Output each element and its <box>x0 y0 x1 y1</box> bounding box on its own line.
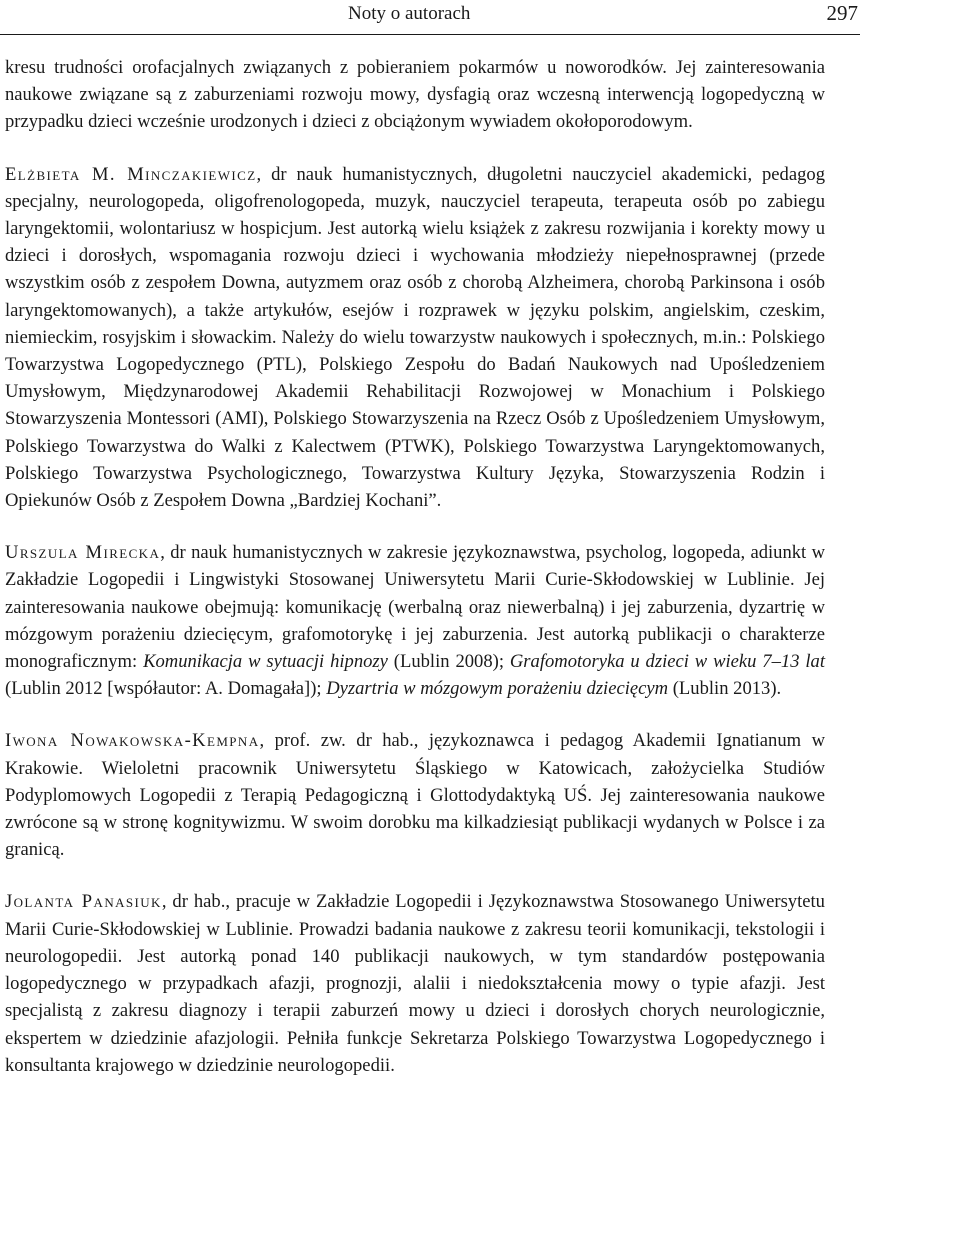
author-note-text: , dr hab., pracuje w Zakładzie Logopedii i Językoznawstwa Stosowanego Uniwersytetu Marii Curie-Skłodowskiej w Lublinie. Prowadzi badania naukowe z zakresu teorii komunikacji, tekstologii i neurologopedii. Jest autorką ponad 140 publikacji naukowych, w tym standardów postępowania logopedycznego w przypadkach afazji, prognozji, alalii i niedokształcenia mowy o typie afazji. Jest specjalistą z zakresu diagnozy i terapii zaburzeń mowy u dzieci i dorosłych chorych neurologicznie, ekspertem w dziedzinie afazjologii. Pełniła funkcje Sekretarza Polskiego Towarzystwa Logopedycznego i konsultanta krajowego w dziedzinie neurologopedii. <box>5 891 825 1076</box>
author-note-nowakowska-kempna <box>5 727 825 863</box>
author-note-text: (Lublin 2013). <box>668 678 782 700</box>
author-name: Jolanta Panasiuk <box>5 891 162 913</box>
publication-title: Dyzartria w mózgowym porażeniu dziecięcym <box>326 678 669 700</box>
author-note-panasiuk <box>5 888 825 1078</box>
running-title: Noty o autorach <box>348 3 471 24</box>
author-name: Urszula Mirecka <box>5 542 161 564</box>
author-name: Elżbieta M. Minczakiewicz <box>5 163 257 185</box>
author-note-text: (Lublin 2012 [współautor: A. Domagała]); <box>5 678 327 700</box>
author-note-text: (Lublin 2008); <box>387 651 510 673</box>
publication-title: Komunikacja w sytuacji hipnozy <box>143 651 388 673</box>
author-name: Iwona Nowakowska-Kempna <box>5 730 260 752</box>
continuation-paragraph: kresu trudności orofacjalnych związanych z pobieraniem pokarmów u noworodków. Jej zainteresowania naukowe związane są z zaburzeniami rozwoju mowy, dysfagią oraz wczesną interwencją logopedyczną w przypadku dzieci wcześnie urodzonych i dzieci z obciążonym wywiadem okołoporodowym. <box>5 57 825 133</box>
running-head <box>0 0 960 30</box>
page-body <box>5 54 825 1079</box>
author-note-text: , dr nauk humanistycznych w zakresie językoznawstwa, psycholog, logopeda, adiunkt w Zakładzie Logopedii i Lingwistyki Stosowanej Uniwersytetu Marii Curie-Skłodowskiej w Lublinie. Jej zainteresowania naukowe obejmują: komunikację (werbalną oraz niewerbalną) i jej zaburzenia, dyzartrię w mózgowym porażeniu dziecięcym, grafomotorykę i jej zaburzenia. Jest autorką publikacji o charakterze monograficznym: <box>5 542 825 673</box>
author-note-minczakiewicz <box>5 161 825 515</box>
page-number: 297 <box>826 1 858 25</box>
author-note-text: , prof. zw. dr hab., językoznawca i pedagog Akademii Ignatianum w Krakowie. Wieloletni pracownik Uniwersytetu Śląskiego w Katowicach, założycielka Studiów Podyplomowych Logopedii z Terapią Pedagogiczną i Glottodydaktyką UŚ. Jej zainteresowania naukowe zwrócone są w stronę kognitywizmu. W swoim dorobku ma kilkadziesiąt publikacji wydanych w Polsce i za granicą. <box>5 730 825 861</box>
author-note-mirecka <box>5 539 825 702</box>
author-note-text: , dr nauk humanistycznych, długoletni nauczyciel akademicki, pedagog specjalny, neurologopeda, oligofrenologopeda, muzyk, nauczyciel terapeuta, terapeuta osób po zabiegu laryngektomii, wolontariusz w hospicjum. Jest autorką wielu książek z zakresu rozwijania i korekty mowy u dzieci i dorosłych, wspomagania rozwoju dzieci i wychowania młodzieży niepełnosprawnej (przede wszystkim osób z zespołem Downa, autyzmem oraz osób z chorobą Alzheimera, chorobą Parkinsona i osób laryngektomowanych), a także artykułów, esejów i rozprawek w języku polskim, angielskim, czeskim, niemieckim, rosyjskim i słowackim. Należy do wielu towarzystw naukowych i społecznych, m.in.: Polskiego Towarzystwa Logopedycznego (PTL), Polskiego Zespołu do Badań Naukowych nad Upośledzeniem Umysłowym, Międzynarodowej Akademii Rehabilitacji Rozwojowej w Monachium i Polskiego Stowarzyszenia Montessori (AMI), Polskiego Stowarzyszenia na Rzecz Osób z Upośledzeniem Umysłowym, Polskiego Towarzystwa do Walki z Kalectwem (PTWK), Polskiego Towarzystwa Laryngektomowanych, Polskiego Towarzystwa Psychologicznego, Towarzystwa Kultury Języka, Stowarzyszenia Rodzin i Opiekunów Osób z Zespołem Downa „Bardziej Kochani”. <box>5 163 825 512</box>
publication-title: Grafomotoryka u dzieci w wieku 7–13 lat <box>509 651 825 673</box>
header-rule <box>0 34 860 35</box>
